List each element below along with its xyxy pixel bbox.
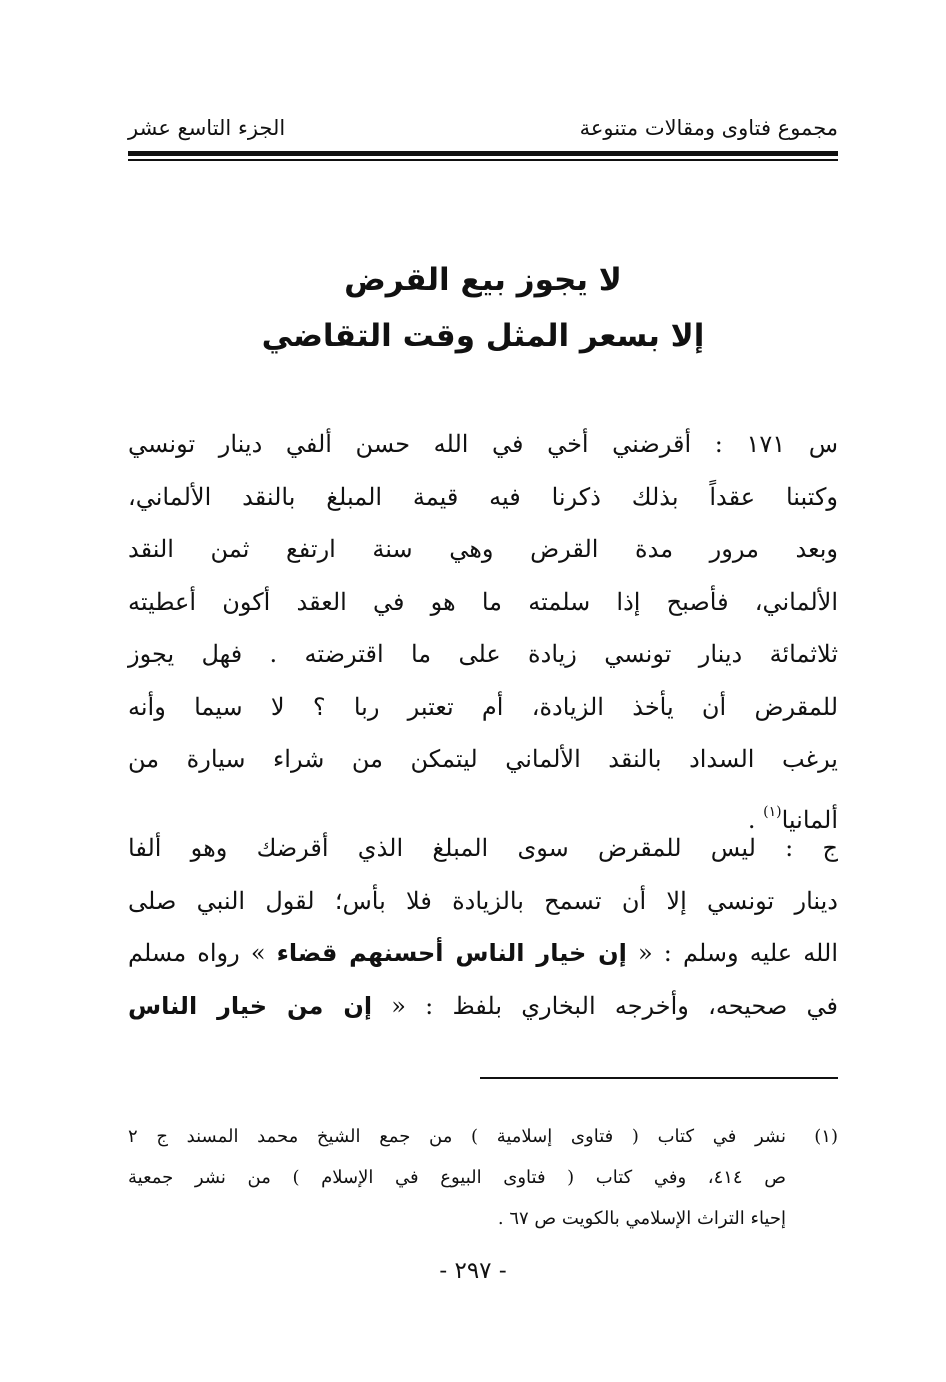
answer-text: الله عليه وسلم : «	[626, 939, 838, 967]
answer-line	[128, 980, 838, 1033]
answer-text: » رواه مسلم	[128, 939, 277, 967]
hadith-quote: إن من خيار الناس	[128, 991, 373, 1020]
header-rule-thick	[128, 151, 838, 156]
answer-line	[128, 927, 838, 980]
footnote-number: (١)	[814, 1126, 838, 1147]
footnote-separator	[480, 1077, 838, 1079]
volume-label: الجزء التاسع عشر	[128, 116, 286, 140]
question-paragraph	[128, 418, 838, 846]
question-line: وبعد مرور مدة القرض وهي سنة ارتفع ثمن النقد	[128, 535, 838, 563]
fatwa-title	[128, 252, 838, 364]
answer-paragraph	[128, 822, 838, 1032]
footnote-line: ص ٤١٤، وفي كتاب ( فتاوى البيوع في الإسلام ) من نشر جمعية	[128, 1167, 786, 1188]
answer-text: في صحيحه، وأخرجه البخاري بلفظ : «	[372, 991, 839, 1020]
title-line-1: لا يجوز بيع القرض	[344, 262, 622, 298]
book-title: مجموع فتاوى ومقالات متنوعة	[579, 116, 838, 140]
title-line-2: إلا بسعر المثل وقت التقاضي	[261, 318, 705, 354]
question-period: .	[747, 805, 764, 834]
answer-line: دينار تونسي إلا أن تسمح بالزيادة فلا بأس؛ لقول النبي صلى	[128, 886, 838, 915]
footnote-line: نشر في كتاب ( فتاوى إسلامية ) من جمع الشيخ محمد المسند ج ٢	[128, 1126, 786, 1147]
footnote-item	[128, 1116, 838, 1239]
page-number: - ٢٩٧ -	[439, 1258, 507, 1284]
header-rule-thin	[128, 159, 838, 161]
question-line: الألماني، فأصبح إذا سلمته ما هو في العقد أكون أعطيته	[128, 587, 839, 616]
running-header	[128, 112, 838, 148]
question-line: يرغب السداد بالنقد الألماني ليتمكن من شراء سيارة من	[128, 745, 838, 773]
question-last-word: ألمانيا	[781, 805, 838, 834]
footnote-marker: (١)	[763, 803, 782, 820]
question-line: للمقرض أن يأخذ الزيادة، أم تعتبر ربا ؟ لا سيما وأنه	[128, 692, 839, 721]
question-line: ثلاثمائة دينار تونسي زيادة على ما اقترضته . فهل يجوز	[128, 640, 838, 668]
question-line: وكتبنا عقداً بذلك ذكرنا فيه قيمة المبلغ بالنقد الألماني،	[128, 482, 838, 511]
footnote-line: إحياء التراث الإسلامي بالكويت ص ٦٧ .	[497, 1208, 786, 1229]
answer-line: ج : ليس للمقرض سوى المبلغ الذي أقرضك وهو ألفا	[128, 834, 838, 862]
footnotes	[128, 1116, 838, 1239]
hadith-quote: إن خيار الناس أحسنهم قضاء	[276, 939, 627, 967]
question-line: س ١٧١ : أقرضني أخي في الله حسن ألفي دينار تونسي	[128, 430, 838, 458]
